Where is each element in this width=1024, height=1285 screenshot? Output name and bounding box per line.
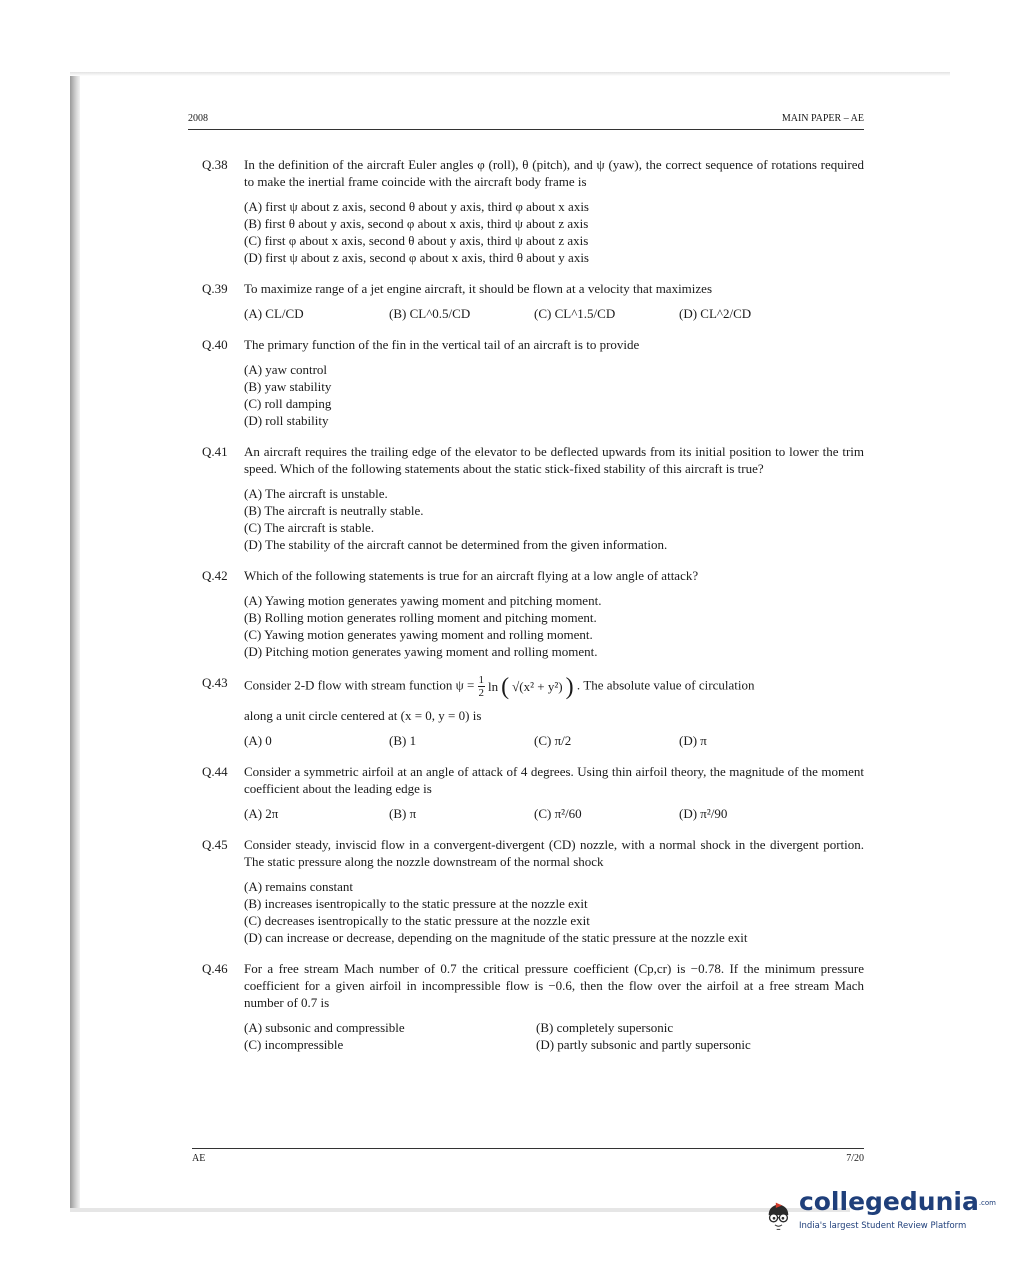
question-44	[188, 763, 864, 822]
question-38	[188, 156, 864, 266]
option-c: (C) π²/60	[534, 806, 582, 821]
stem-post: . The absolute value of circulation	[576, 677, 755, 693]
question-number: Q.45	[202, 837, 228, 852]
option-c: (C) first φ about x axis, second θ about y axis, third ψ about z axis	[244, 233, 589, 248]
option-c: (C) π/2	[534, 733, 572, 748]
options	[244, 805, 864, 822]
option-d: (D) The stability of the aircraft cannot be determined from the given information.	[244, 537, 668, 552]
collegedunia-logo	[766, 1184, 996, 1256]
options	[244, 485, 864, 553]
option-d: (D) CL^2/CD	[679, 306, 752, 321]
option-d: (D) partly subsonic and partly supersonic	[536, 1037, 751, 1052]
exam-page	[188, 110, 864, 1067]
question-stem	[244, 674, 864, 699]
option-c: (C) Yawing motion generates yawing moment and rolling moment.	[244, 627, 593, 642]
option-b: (B) π	[389, 806, 417, 821]
option-a: (A) first ψ about z axis, second θ about y axis, third φ about x axis	[244, 199, 589, 214]
mascot-icon	[766, 1184, 791, 1248]
options	[244, 361, 864, 429]
scan-edge-shadow	[70, 72, 80, 1212]
options	[244, 732, 864, 749]
header-paper: MAIN PAPER – AE	[781, 113, 864, 124]
fraction-denominator: 2	[478, 687, 485, 699]
question-number: Q.39	[202, 281, 228, 296]
option-a: (A) The aircraft is unstable.	[244, 486, 388, 501]
option-b: (B) CL^0.5/CD	[389, 306, 471, 321]
option-b: (B) first θ about y axis, second φ about x axis, third ψ about z axis	[244, 216, 589, 231]
option-b: (B) The aircraft is neutrally stable.	[244, 503, 424, 518]
option-c: (C) roll damping	[244, 396, 332, 411]
question-39	[188, 280, 864, 322]
options	[244, 1019, 864, 1053]
option-a: (A) subsonic and compressible	[244, 1020, 405, 1035]
question-43	[188, 674, 864, 749]
option-c: (C) The aircraft is stable.	[244, 520, 375, 535]
option-c: (C) incompressible	[244, 1037, 344, 1052]
option-b: (B) 1	[389, 733, 417, 748]
option-a: (A) Yawing motion generates yawing moment and pitching moment.	[244, 593, 602, 608]
question-stem: For a free stream Mach number of 0.7 the critical pressure coefficient (Cp,cr) is −0.78. If the minimum pressure coefficient for a given airfoil in incompressible flow is −0.6, then the flow over the airfoil at a free stream Mach number of 0.7 is	[244, 961, 864, 1010]
question-stem: Which of the following statements is true for an aircraft flying at a low angle of attack?	[244, 568, 699, 583]
question-40	[188, 336, 864, 429]
question-stem: In the definition of the aircraft Euler angles φ (roll), θ (pitch), and ψ (yaw), the correct sequence of rotations required to make the inertial frame coincide with the aircraft body frame is	[244, 157, 864, 189]
option-b: (B) Rolling motion generates rolling moment and pitching moment.	[244, 610, 597, 625]
option-c: (C) CL^1.5/CD	[534, 306, 616, 321]
option-b: (B) increases isentropically to the static pressure at the nozzle exit	[244, 896, 588, 911]
question-stem: An aircraft requires the trailing edge of the elevator to be deflected upwards from its initial position to lower the trim speed. Which of the following statements about the static stick-fixed stability of this aircraft is true?	[244, 444, 864, 476]
fraction	[478, 674, 486, 699]
logo-wordmark: collegedunia	[798, 1187, 979, 1216]
footer-paper-code: AE	[192, 1153, 206, 1164]
option-a: (A) yaw control	[244, 362, 328, 377]
question-stem: Consider a symmetric airfoil at an angle of attack of 4 degrees. Using thin airfoil theory, the magnitude of the moment coefficient about the leading edge is	[244, 764, 864, 796]
logo-tagline: India's largest Student Review Platform	[798, 1221, 967, 1231]
question-number: Q.38	[202, 157, 228, 172]
fraction-numerator: 1	[478, 674, 485, 686]
logo-domain-suffix: .com	[978, 1199, 996, 1207]
options	[244, 198, 864, 266]
page-header	[188, 110, 864, 130]
header-year: 2008	[188, 113, 208, 124]
question-stem: To maximize range of a jet engine aircraft, it should be flown at a velocity that maximizes	[244, 281, 713, 296]
stream-function-formula: $\frac{1}{2}$ ln ( √(x² + y²) )	[478, 673, 574, 700]
option-d: (D) Pitching motion generates yawing moment and rolling moment.	[244, 644, 598, 659]
root-expression: √(x² + y²)	[512, 679, 563, 694]
scan-top-edge	[70, 72, 950, 76]
stem-pre: Consider 2-D flow with stream function ψ =	[244, 677, 478, 693]
option-a: (A) CL/CD	[244, 306, 304, 321]
question-number: Q.40	[202, 337, 228, 352]
question-42	[188, 567, 864, 660]
question-stem: The primary function of the fin in the vertical tail of an aircraft is to provide	[244, 337, 640, 352]
option-d: (D) π	[679, 733, 707, 748]
question-46	[188, 960, 864, 1053]
option-d: (D) roll stability	[244, 413, 329, 428]
option-a: (A) 2π	[244, 806, 279, 821]
options	[244, 305, 864, 322]
question-41	[188, 443, 864, 553]
option-b: (B) completely supersonic	[536, 1020, 674, 1035]
option-d: (D) π²/90	[679, 806, 728, 821]
page-footer	[192, 1148, 864, 1164]
question-number: Q.44	[202, 764, 228, 779]
question-stem-continued: along a unit circle centered at (x = 0, y = 0) is	[244, 708, 482, 723]
footer-page-number: 7/20	[846, 1153, 864, 1164]
question-number: Q.42	[202, 568, 228, 583]
ln-symbol: ln	[488, 679, 499, 694]
question-45	[188, 836, 864, 946]
question-number: Q.43	[202, 675, 228, 690]
option-a: (A) remains constant	[244, 879, 354, 894]
option-c: (C) decreases isentropically to the static pressure at the nozzle exit	[244, 913, 590, 928]
option-b: (B) yaw stability	[244, 379, 332, 394]
option-d: (D) first ψ about z axis, second φ about x axis, third θ about y axis	[244, 250, 589, 265]
question-number: Q.46	[202, 961, 228, 976]
option-a: (A) 0	[244, 733, 272, 748]
question-number: Q.41	[202, 444, 228, 459]
option-d: (D) can increase or decrease, depending on the magnitude of the static pressure at the nozzle exit	[244, 930, 748, 945]
options	[244, 592, 864, 660]
scan-bottom-edge	[70, 1208, 850, 1212]
options	[244, 878, 864, 946]
question-stem: Consider steady, inviscid flow in a convergent-divergent (CD) nozzle, with a normal shock in the divergent portion. The static pressure along the nozzle downstream of the normal shock	[244, 837, 864, 869]
